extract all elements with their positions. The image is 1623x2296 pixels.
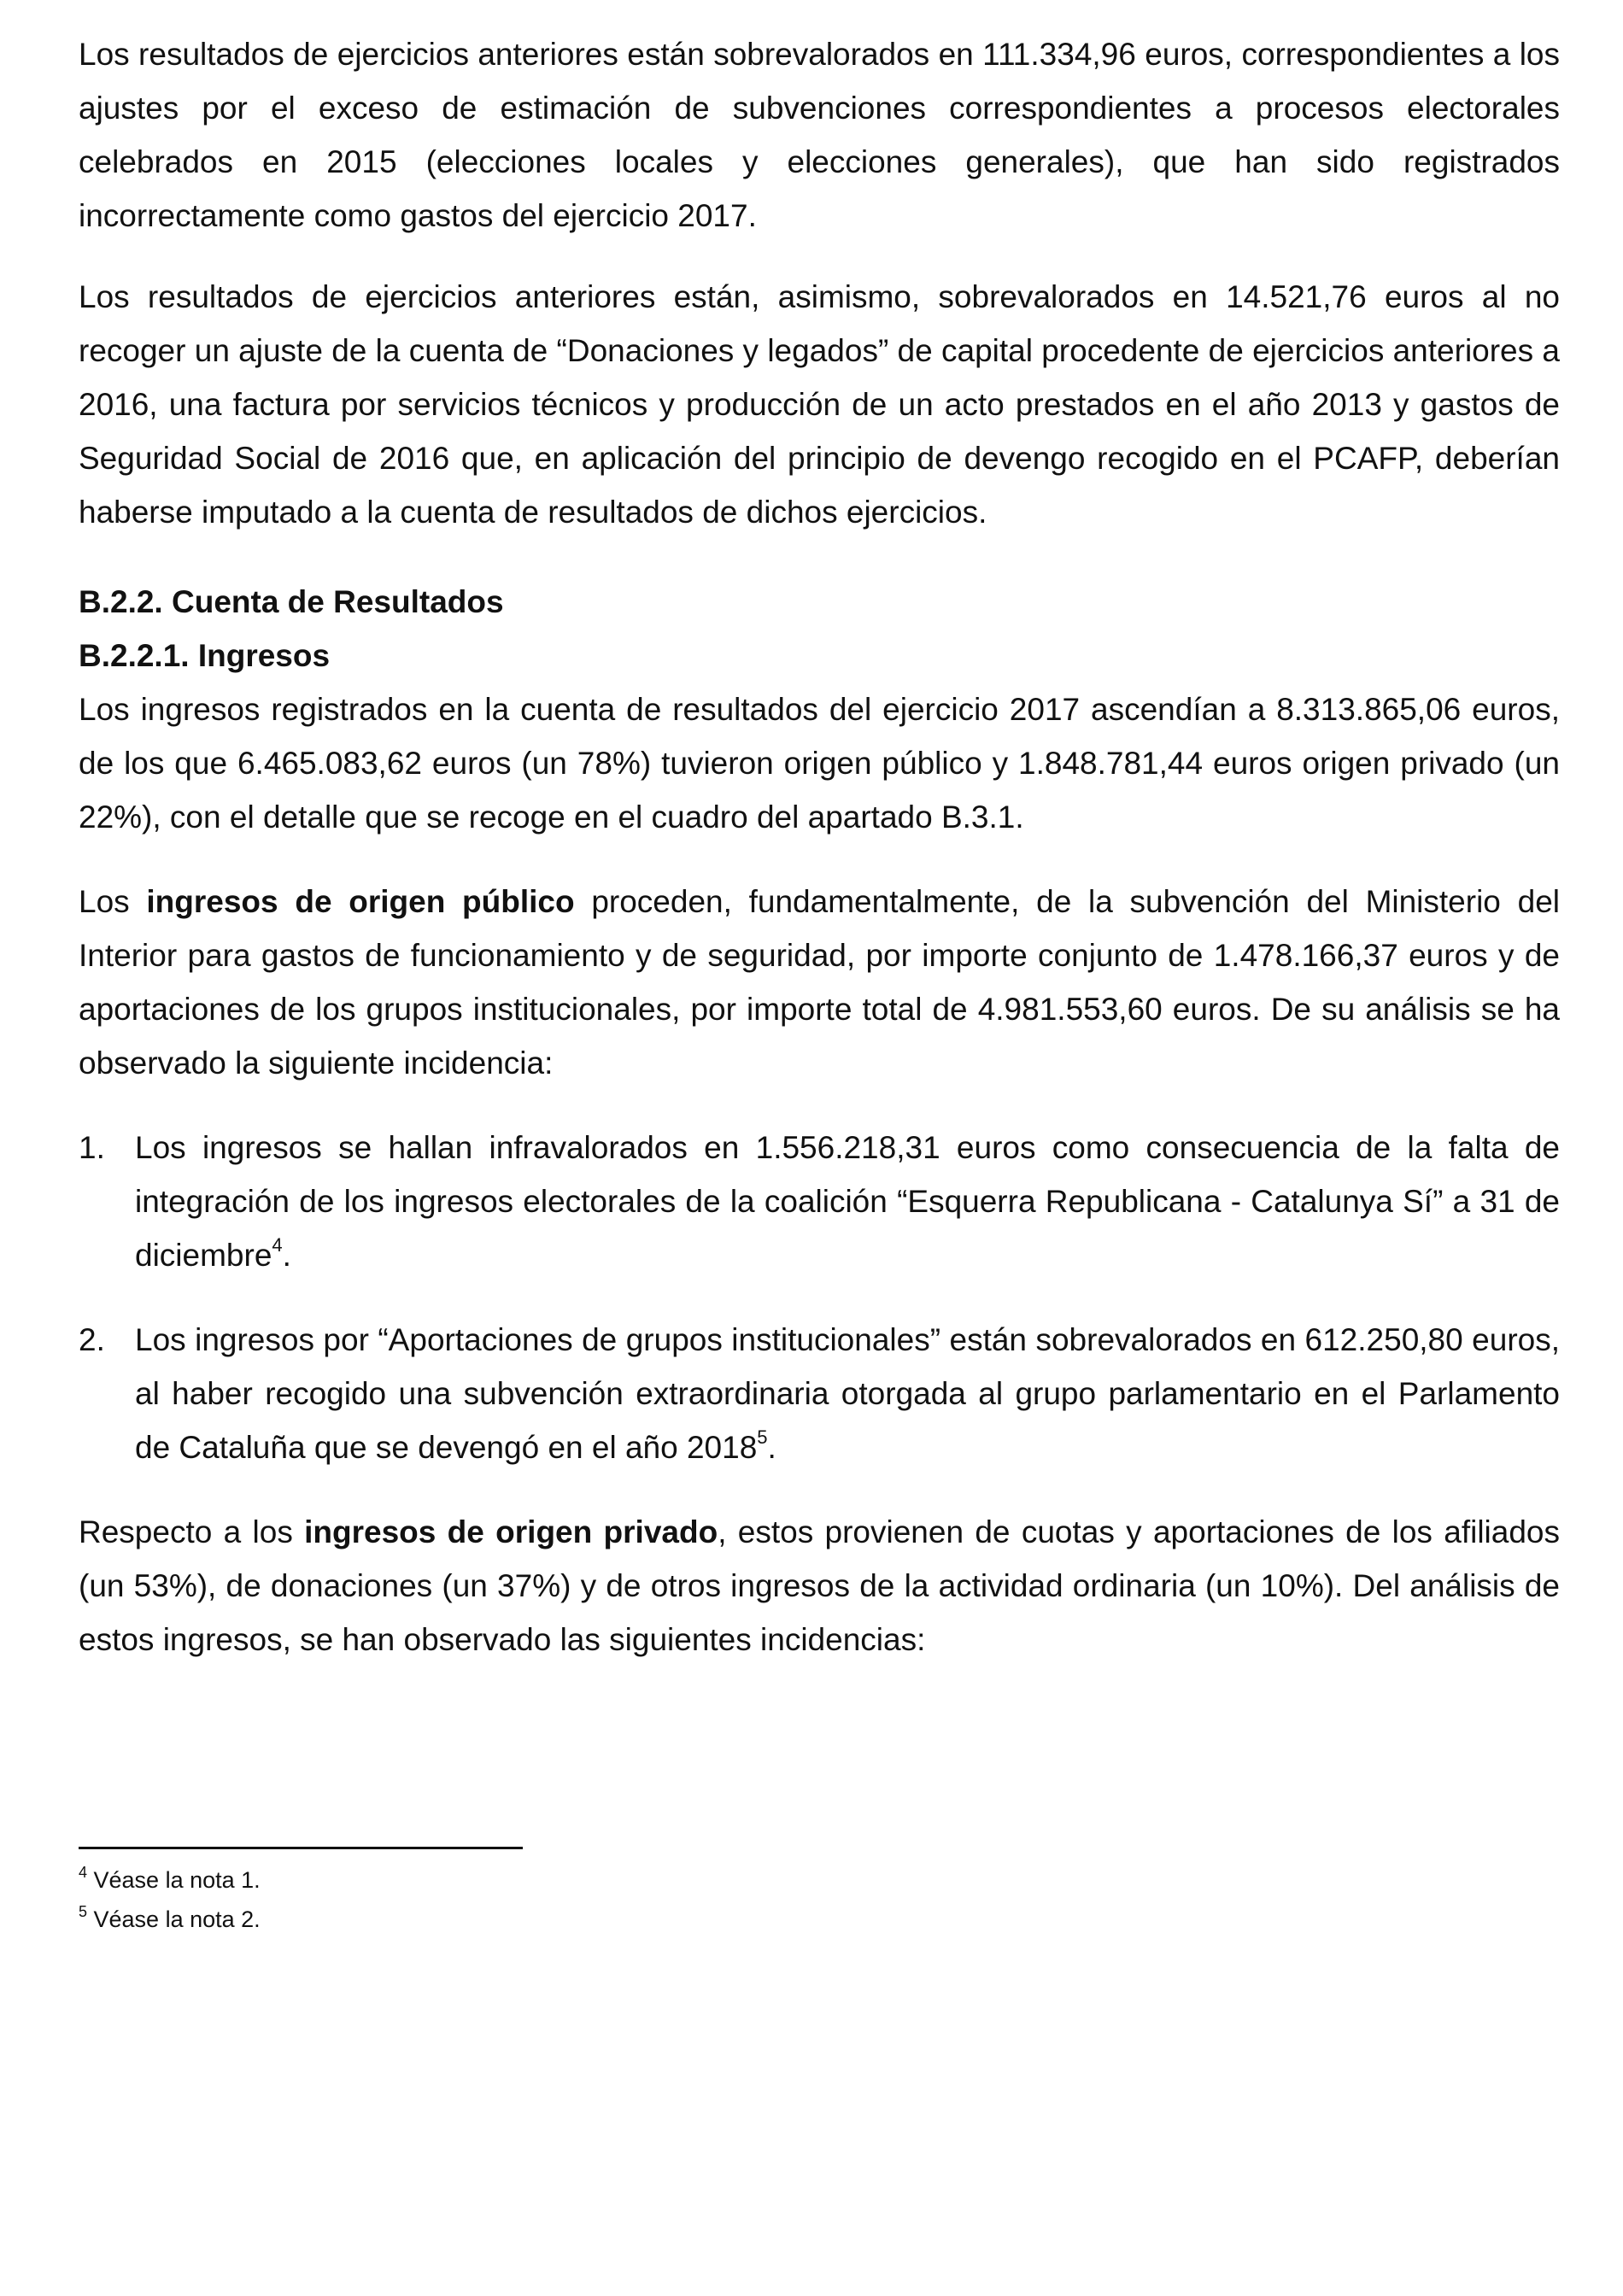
paragraph-prior-results-adjustment: Los resultados de ejercicios anteriores están, asimismo, sobrevalorados en 14.521,76 euros al no recoger un ajuste de la cuenta de “Donaciones y legados” de capital procedente de ejercicios anteriores a 2016, una factura por servicios técnicos y producción de un acto prestados en el año 2013 y gastos de Seguridad Social de 2016 que, en aplicación del principio de devengo recogido en el PCAFP, deberían haberse imputado a la cuenta de resultados de dichos ejercicios. bbox=[79, 279, 1560, 530]
list-item-text: Los ingresos por “Aportaciones de grupos institucionales” están sobrevalorados en 612.250,80 euros, al haber recogido una subvención extraordinaria otorgada al grupo parlamentario en el Parlamento de Cataluña que se devengó en el año 2018 bbox=[135, 1322, 1560, 1465]
paragraph-public-income bbox=[79, 875, 1560, 1090]
section-heading-income-statement: B.2.2. Cuenta de Resultados bbox=[79, 584, 504, 619]
list-item-number: 1. bbox=[79, 1130, 105, 1165]
document-body bbox=[79, 27, 1560, 1666]
paragraph-private-income bbox=[79, 1505, 1560, 1666]
private-income-lead: Respecto a los bbox=[79, 1514, 305, 1549]
footnote-text: Véase la nota 2. bbox=[87, 1906, 261, 1932]
footnote-divider bbox=[79, 1847, 523, 1849]
footnote-5 bbox=[79, 1900, 261, 1939]
public-income-lead: Los bbox=[79, 884, 147, 919]
incidences-list bbox=[79, 1121, 1560, 1474]
subsection-heading-income: B.2.2.1. Ingresos bbox=[79, 638, 331, 673]
paragraph-income-total: Los ingresos registrados en la cuenta de resultados del ejercicio 2017 ascendían a 8.313.865,06 euros, de los que 6.465.083,62 euros (un 78%) tuvieron origen público y 1.848.781,44 euros origen privado (un 22%), con el detalle que se recoge en el cuadro del apartado B.3.1. bbox=[79, 692, 1560, 835]
footnote-text: Véase la nota 1. bbox=[87, 1867, 261, 1893]
footnote-number: 5 bbox=[79, 1903, 88, 1920]
footnote-ref[interactable]: 5 bbox=[757, 1426, 768, 1448]
list-item bbox=[79, 1121, 1560, 1282]
list-item-end: . bbox=[767, 1430, 776, 1465]
footnote-4 bbox=[79, 1860, 261, 1900]
list-item bbox=[79, 1313, 1560, 1474]
private-income-bold-term: ingresos de origen privado bbox=[304, 1514, 718, 1549]
list-item-text: Los ingresos se hallan infravalorados en 1.556.218,31 euros como consecuencia de la falta de integración de los ingresos electorales de la coalición “Esquerra Republicana - Catalunya Sí” a 31 de diciembre bbox=[135, 1130, 1560, 1273]
public-income-bold-term: ingresos de origen público bbox=[146, 884, 575, 919]
public-income-rest: proceden, fundamentalmente, de la subvención del Ministerio del Interior para gastos de funcionamiento y de seguridad, por importe conjunto de 1.478.166,37 euros y de aportaciones de los grupos institucionales, por importe total de 4.981.553,60 euros. De su análisis se ha observado la siguiente incidencia: bbox=[79, 884, 1560, 1081]
list-item-end: . bbox=[282, 1238, 291, 1273]
paragraph-prior-results-overvalued: Los resultados de ejercicios anteriores están sobrevalorados en 111.334,96 euros, correspondientes a los ajustes por el exceso de estimación de subvenciones correspondientes a procesos electorales celebrados en 2015 (elecciones locales y elecciones generales), que han sido registrados incorrectamente como gastos del ejercicio 2017. bbox=[79, 37, 1560, 233]
list-item-number: 2. bbox=[79, 1322, 105, 1357]
footnote-number: 4 bbox=[79, 1864, 88, 1881]
private-income-rest: , estos provienen de cuotas y aportaciones de los afiliados (un 53%), de donaciones (un 37%) y de otros ingresos de la actividad ordinaria (un 10%). Del análisis de estos ingresos, se han observado las siguientes incidencias: bbox=[79, 1514, 1560, 1657]
footnote-ref[interactable]: 4 bbox=[272, 1233, 283, 1256]
footnotes bbox=[79, 1860, 261, 1939]
